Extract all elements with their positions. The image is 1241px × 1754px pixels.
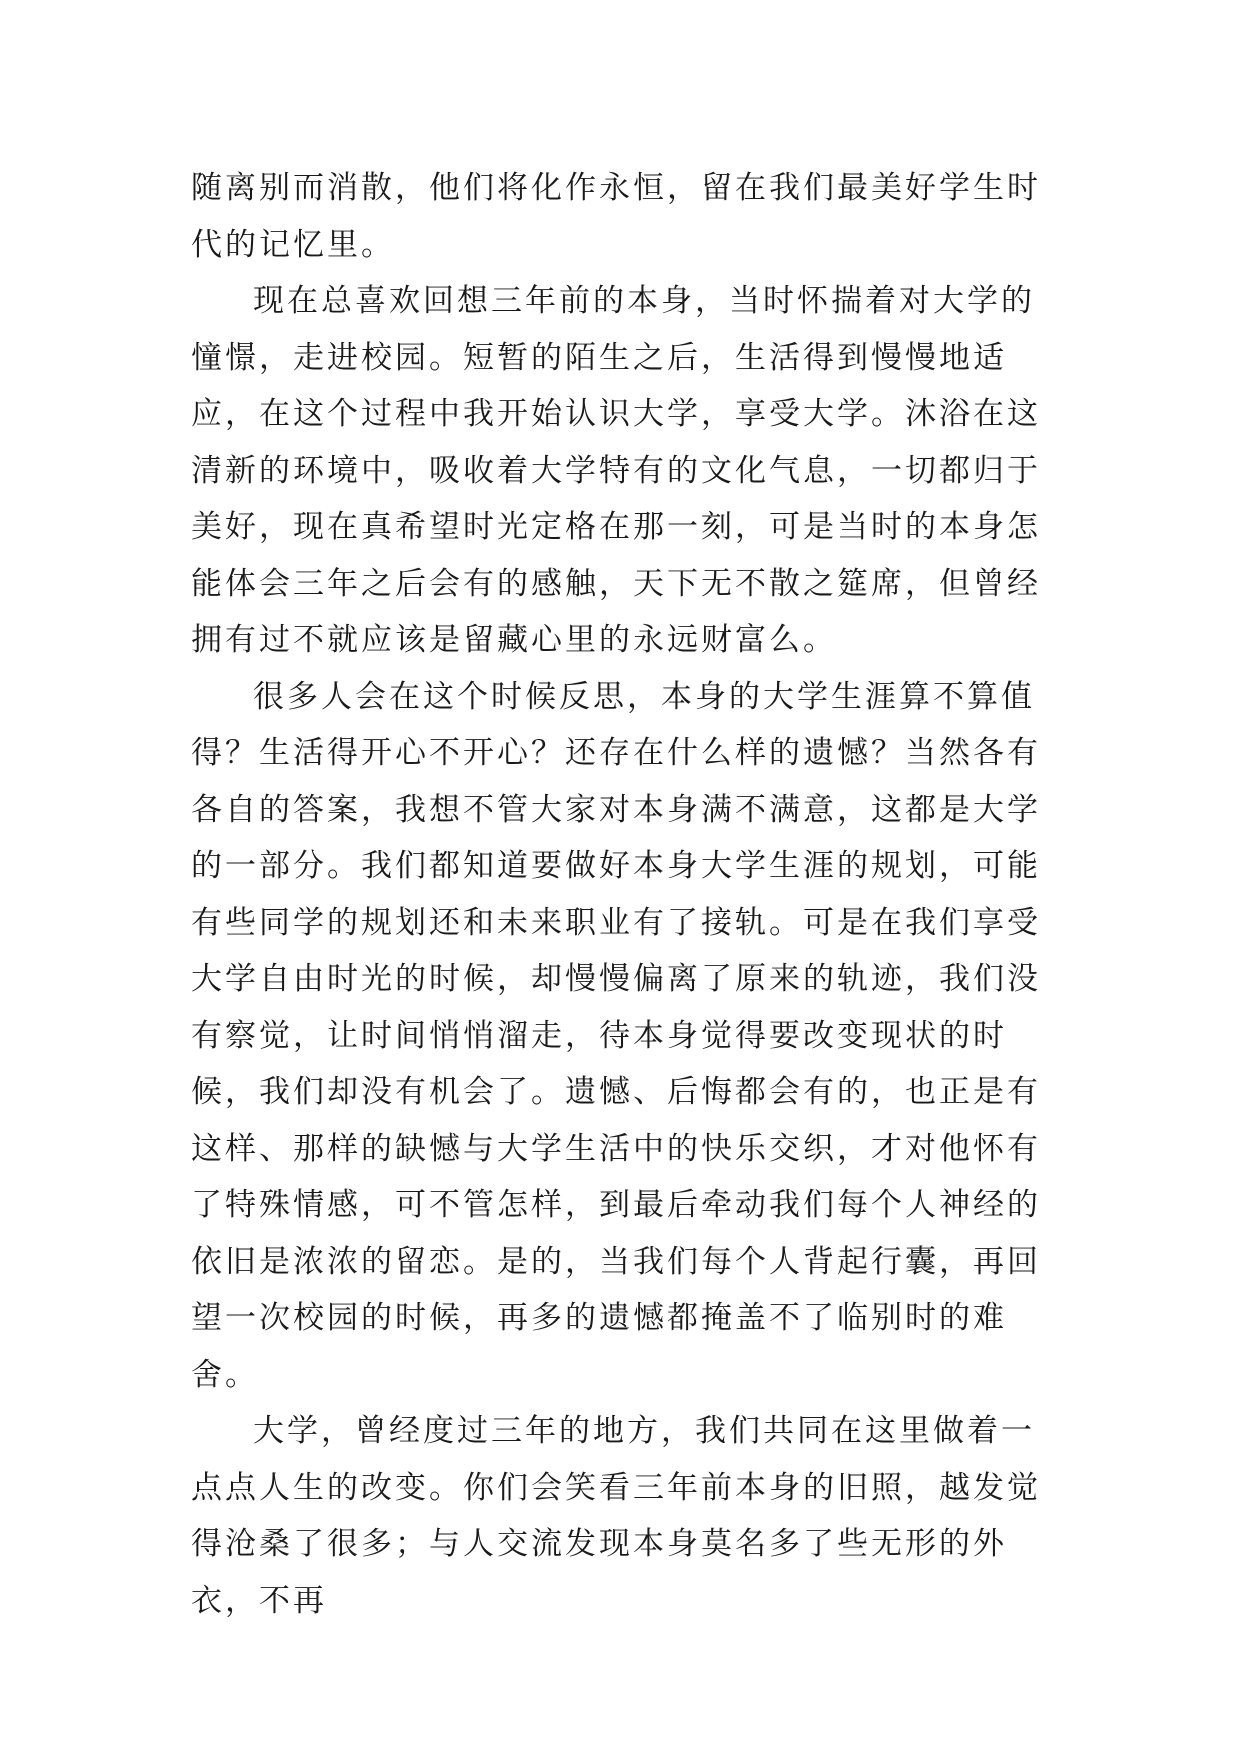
paragraph: 现在总喜欢回想三年前的本身，当时怀揣着对大学的憧憬，走进校园。短暂的陌生之后，生活得到慢慢地适应，在这个过程中我开始认识大学，享受大学。沐浴在这清新的环境中，吸收着大学特有的文化气息，一切都归于美好，现在真希望时光定格在那一刻，可是当时的本身怎能体会三年之后会有的感触，天下无不散之筵席，但曾经拥有过不就应该是留藏心里的永远财富么。	[191, 283, 1041, 658]
paragraph: 大学，曾经度过三年的地方，我们共同在这里做着一点点人生的改变。你们会笑看三年前本身的旧照，越发觉得沧桑了很多；与人交流发现本身莫名多了些无形的外衣，不再	[191, 1413, 1041, 1619]
paragraph: 很多人会在这个时候反思，本身的大学生涯算不算值得？生活得开心不开心？还存在什么样的遗憾？当然各有各自的答案，我想不管大家对本身满不满意，这都是大学的一部分。我们都知道要做好本身大学生涯的规划，可能有些同学的规划还和未来职业有了接轨。可是在我们享受大学自由时光的时候，却慢慢偏离了原来的轨迹，我们没有察觉，让时间悄悄溜走，待本身觉得要改变现状的时候，我们却没有机会了。遗憾、后悔都会有的，也正是有这样、那样的缺憾与大学生活中的快乐交织，才对他怀有了特殊情感，可不管怎样，到最后牵动我们每个人神经的依旧是浓浓的留恋。是的，当我们每个人背起行囊，再回望一次校园的时候，再多的遗憾都掩盖不了临别时的难舍。	[191, 678, 1041, 1393]
document-body	[191, 160, 1051, 1629]
paragraph-continuation: 随离别而消散，他们将化作永恒，留在我们最美好学生时代的记忆里。	[191, 170, 1041, 263]
